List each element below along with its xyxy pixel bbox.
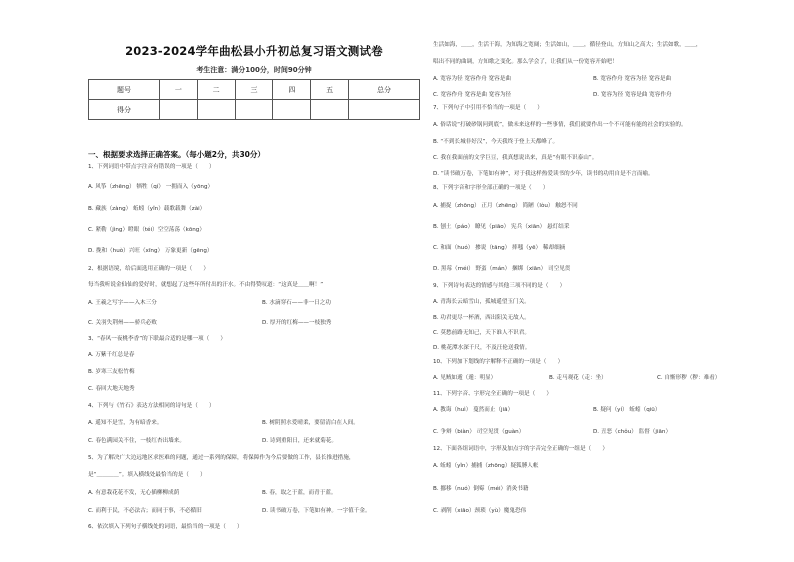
question-line: 10、下列加下划线的字解释不正确的一项是（ ） <box>433 359 564 365</box>
question-line: B. 功君更尽一杯酒，西出阳关无故人。 <box>433 315 530 321</box>
question-line: A. 万紫千红总是春 <box>88 352 135 358</box>
answer-option: B. 疑问（yí） 蚯蚓（qiū） <box>593 407 661 413</box>
question-line: B. 刨土（páo） 瞭见（piāo） 宪兵（xiān） 悬灯结采 <box>433 224 570 230</box>
answer-option: B. 树阴照水爱晴柔，要留清白在人间。 <box>262 420 359 426</box>
question-line: C. 春色满园关不住，一枝红杏出墙来。 <box>88 438 185 444</box>
question-line: 2、根据语境，给后面选用正确的一项是（ ） <box>88 266 210 272</box>
question-line: C. 剥削（xiāo）颈琐（yù）魔鬼恐伟 <box>433 508 527 514</box>
question-line: 每当我听说金仙仙的爱好时，就想起了这些年所付出的汗水。不由得赞叹道：“这真是＿＿啊！” <box>88 282 324 288</box>
question-line: 9、下列诗句表达的情感与其他三项不同的是（ ） <box>433 283 566 289</box>
answer-option: B. 水滴穿石——非一日之功 <box>262 300 331 306</box>
question-line: A. 捕捉（zhōng） 正月（zhēng） 简陋（lòu） 触怒不同 <box>433 203 578 209</box>
question-line: 5、为了解决广大边远地区求医难的问题，通过一系列的保障，将保障作为今后要做的工作，县长推进措施， <box>88 455 355 461</box>
question-line: A. 俗话说“打破砂锅问到底”，做未来这样的一些事情，我们就要作出一个不可能有能的社会的实验的。 <box>433 122 687 128</box>
score-header-cell: 题号 <box>89 80 160 100</box>
question-line: A. 宽容为径 宽容作舟 宽容是曲 <box>433 76 511 82</box>
score-cell[interactable] <box>197 100 235 120</box>
score-cell[interactable] <box>235 100 273 120</box>
question-line: 11、下列字音、字形完全正确的一项是（ ） <box>433 391 552 397</box>
page-title: 2023-2024学年曲松县小升初总复习语文测试卷 <box>125 44 383 58</box>
score-cell[interactable] <box>159 100 197 120</box>
question-line: D. 挽和（huò）兴旺（xīng） 万象更新（gēng） <box>88 248 213 254</box>
answer-option: D. 厚开的红梅——一枝独秀 <box>262 320 332 326</box>
question-line: 4、下列与《竹石》表达方法相同的诗句是（ ） <box>88 403 215 409</box>
question-line: A. 有意栽花花不发，无心插柳柳成荫 <box>88 490 180 496</box>
score-cell[interactable] <box>349 100 420 120</box>
answer-option: D. 诗到重阳日，还来就菊花。 <box>262 438 337 444</box>
section-heading: 一、根据要求选择正确答案。（每小题2分，共30分） <box>88 150 265 159</box>
answer-option: C. 自惭形秽（秽：难看） <box>657 375 721 381</box>
question-line: 唱出不同的曲调，方知歌之变化。那么学会了，让我们从一份宽容开始吧！ <box>433 59 618 65</box>
question-line: B. 藏族（zàng） 蚯蚓（yǐn）载歌载舞（zài） <box>88 206 206 212</box>
question-line: A. 遥知不是雪，为有暗香来。 <box>88 420 163 426</box>
score-header-cell: 一 <box>159 80 197 100</box>
question-line: C. 我在我面前的文学巨豆，我真想说出来，真是“有眼不识泰山”。 <box>433 155 598 161</box>
answer-option: B. 春，取之于蓝，而青于蓝。 <box>262 490 337 496</box>
question-line: 12、下面各组词语中，字形及加点字的字音完全正确的一组是（ ） <box>433 446 608 452</box>
question-line: B. “不到长城非好汉”，今天我终于登上天都峰了。 <box>433 139 559 145</box>
question-line: C. 而利于民，不必法古；而同于事，不必循旧 <box>88 508 202 514</box>
question-line: 3、“春风一夜桃李香”的下联最合适的是哪一项（ ） <box>88 336 227 342</box>
question-line: D. 黑莓（méi） 野蛮（mán） 捆绑（xiān） 司空见贯 <box>433 266 571 272</box>
question-line: 生活如海，＿＿，生活干海，为知海之宽阔；生活如山，＿＿，循径登山，方知山之高大；生活如歌，＿＿， <box>433 42 702 48</box>
question-line: 8、下列字音和字形全部正确的一项是（ ） <box>433 185 549 191</box>
score-table-score-row <box>89 100 420 120</box>
question-line: B. 岁寒三友松竹梅 <box>88 369 135 375</box>
score-table-header-row <box>89 80 420 100</box>
question-line: A. 教诲（huì） 蔓然而止（jiā） <box>433 407 514 413</box>
question-line: 是“＿＿＿＿”。填入横线处最恰当的是（ ） <box>88 472 206 478</box>
question-line: A. 蚯蚓（yǐn）捕捕（zhōng）疑狐膊人帐 <box>433 463 539 469</box>
question-line: D. 桃花潭水深千尺，不及汪伦送我情。 <box>433 345 531 351</box>
score-cell[interactable] <box>311 100 349 120</box>
question-line: B. 挪移（nuó）倒霉（méi）消灸书籍 <box>433 486 529 492</box>
question-line: 7、下列句子中引用不恰当的一项是（ ） <box>433 105 543 111</box>
question-line: C. 争辩（biàn） 司空见贯（guàn） <box>433 429 525 435</box>
question-line: A. 王羲之写字——入木三分 <box>88 300 157 306</box>
score-cell[interactable] <box>273 100 311 120</box>
answer-option: D. 宽容为径 宽容是曲 宽容作舟 <box>593 92 672 98</box>
question-line: C. 宽容作舟 宽容是曲 宽容为径 <box>433 92 512 98</box>
score-header-cell: 五 <box>311 80 349 100</box>
score-header-cell: 二 <box>197 80 235 100</box>
question-line: A. 风筝（zhēng） 牺牲（qí） 一拥而入（yōng） <box>88 184 214 190</box>
question-line: 1、下列词语中带点字注音有错误的一项是（ ） <box>88 164 215 170</box>
question-line: C. 和面（huó） 掺说（tāng） 摔嗤（yē） 稀却细摘 <box>433 245 566 251</box>
question-line: D. “读书破万卷，下笔如有神”，对于我这样热爱读书的少年，读书的功用自是不言而喻。 <box>433 171 654 177</box>
score-header-cell: 总分 <box>349 80 420 100</box>
question-line: A. 见贼如遁（遁：明显） <box>433 375 497 381</box>
answer-option: D. 丑恶（chǒu） 监督（jiān） <box>593 429 672 435</box>
score-table <box>88 79 420 120</box>
score-header-cell: 三 <box>235 80 273 100</box>
question-line: C. 紧勒（jìng）瞪眼（téi）空空荡荡（kōng） <box>88 227 205 233</box>
score-header-cell: 四 <box>273 80 311 100</box>
question-line: C. 春回大地天地秀 <box>88 386 135 392</box>
question-line: A. 青海长云暗雪山，孤城遥望玉门关。 <box>433 299 530 305</box>
exam-note: 考生注意：满分100分，时间90分钟 <box>196 66 312 74</box>
question-line: C. 关羽失荆州——骄兵必败 <box>88 320 157 326</box>
question-line: C. 莫愁前路无知己，天下谁人不识君。 <box>433 330 530 336</box>
question-line: 6、依次填入下列句子横线处的词语，最恰当的一项是（ ） <box>88 524 243 530</box>
score-row-label: 得分 <box>89 100 160 120</box>
answer-option: B. 宽容作舟 宽容为径 宽容是曲 <box>593 76 672 82</box>
answer-option: D. 读书破万卷，下笔如有神。一字值千金。 <box>262 508 371 514</box>
answer-option: B. 走马观花（走：坐） <box>549 375 607 381</box>
